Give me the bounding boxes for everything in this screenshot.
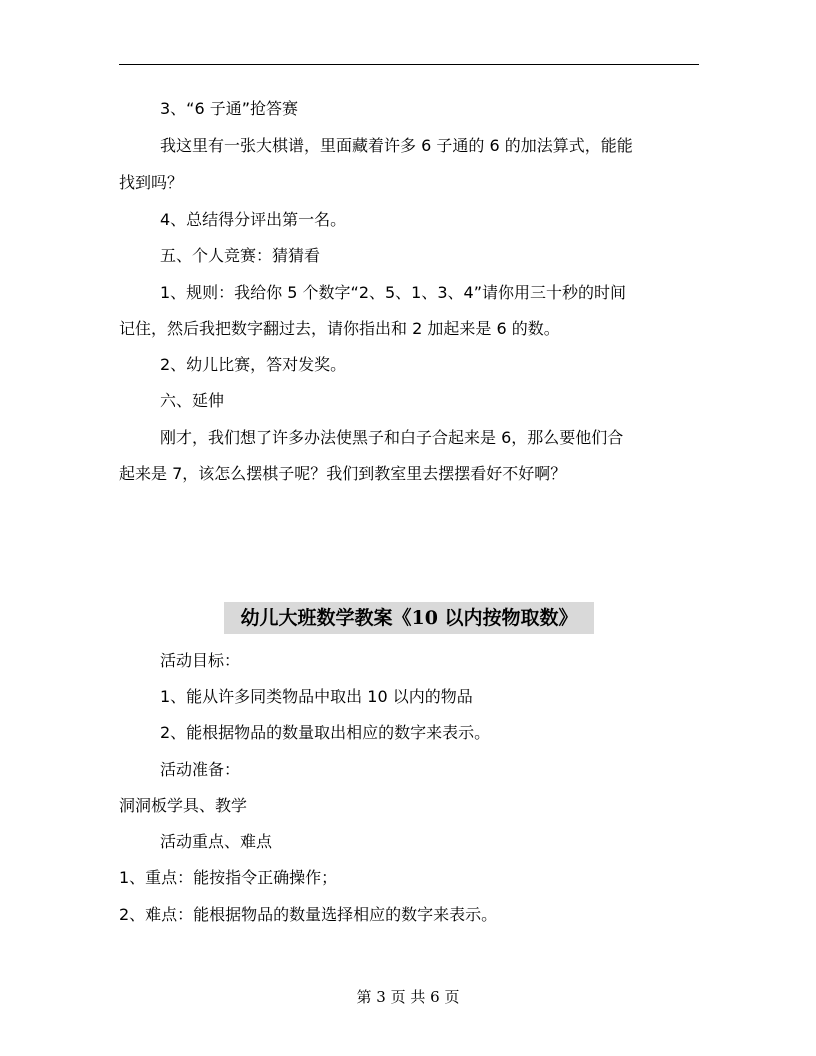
paragraph-chess-score-line2: 找到吗？: [119, 173, 184, 192]
heading-activity-goals: 活动目标：: [160, 651, 241, 670]
goal-item-1: 1、能从许多同类物品中取出 10 以内的物品: [160, 687, 473, 706]
header-rule: [119, 64, 699, 65]
paragraph-chess-score-line1: 我这里有一张大棋谱，里面藏着许多 6 子通的 6 的加法算式，能能: [160, 136, 633, 155]
lesson-title: 幼儿大班数学教案《10 以内按物取数》: [224, 602, 594, 634]
paragraph-rules-line1: 1、规则：我给你 5 个数字“2、5、1、3、4”请你用三十秒的时间: [160, 283, 627, 302]
paragraph-summary-score: 4、总结得分评出第一名。: [160, 210, 347, 229]
heading-key-points: 活动重点、难点: [160, 832, 273, 851]
heading-activity-prep: 活动准备：: [160, 760, 241, 779]
paragraph-6zitong-quiz: 3、“6 子通”抢答赛: [160, 99, 299, 118]
prep-items: 洞洞板学具、教学: [119, 796, 248, 815]
heading-extension: 六、延伸: [160, 391, 225, 410]
paragraph-extension-line1: 刚才，我们想了许多办法使黑子和白子合起来是 6，那么要他们合: [160, 428, 624, 447]
key-point-1: 1、重点：能按指令正确操作；: [119, 868, 338, 887]
page-indicator: 第 3 页 共 6 页: [356, 988, 460, 1006]
paragraph-extension-line2: 起来是 7，该怎么摆棋子呢？我们到教室里去摆摆看好不好啊？: [119, 464, 567, 483]
paragraph-rules-line2: 记住，然后我把数字翻过去，请你指出和 2 加起来是 6 的数。: [119, 319, 560, 338]
heading-individual-contest: 五、个人竞赛：猜猜看: [160, 246, 321, 265]
paragraph-children-contest: 2、幼儿比赛，答对发奖。: [160, 355, 347, 374]
goal-item-2: 2、能根据物品的数量取出相应的数字来表示。: [160, 723, 491, 742]
key-point-2: 2、难点：能根据物品的数量选择相应的数字来表示。: [119, 905, 498, 924]
